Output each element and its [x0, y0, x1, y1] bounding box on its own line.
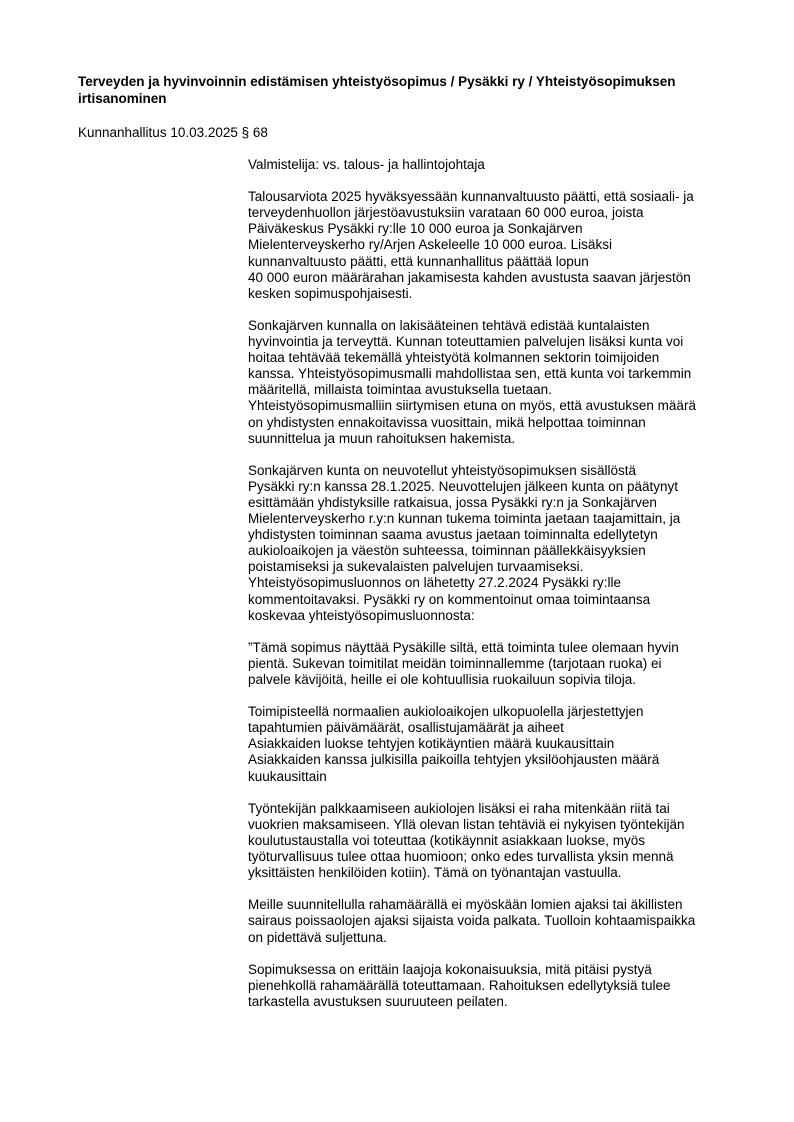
- text-line: esittämään yhdistyksille ratkaisua, jossa Pysäkki ry:n ja Sonkajärven: [248, 494, 657, 510]
- text-line: poistamiseksi ja sukevalaisten palvelujen turvaamiseksi.: [248, 559, 584, 575]
- text-line: Talousarviota 2025 hyväksyessään kunnanvaltuusto päätti, että sosiaali- ja: [248, 189, 694, 205]
- paragraph-reporting-items: [248, 704, 743, 784]
- text-line: Valmistelija: vs. talous- ja hallintojohtaja: [248, 157, 485, 172]
- text-line: terveydenhuollon järjestöavustuksiin varataan 60 000 euroa, joista: [248, 205, 644, 221]
- text-line: ”Tämä sopimus näyttää Pysäkille siltä, että toiminta tulee olemaan hyvin: [248, 639, 679, 655]
- text-line: kunnanvaltuusto päätti, että kunnanhallitus päättää lopun: [248, 253, 589, 269]
- paragraph-budget: [248, 189, 743, 302]
- text-line: Pysäkki ry:n kanssa 28.1.2025. Neuvottelujen jälkeen kunta on päätynyt: [248, 478, 679, 494]
- paragraph-wellbeing: [248, 318, 743, 447]
- document-body: [248, 157, 743, 1026]
- text-line: sairaus poissaolojen ajaksi sijaista voida palkata. Tuolloin kohtaamispaikka: [248, 913, 696, 929]
- text-line: yhdistysten toiminnan saama avustus jaetaan toiminnalta edellytetyn: [248, 527, 658, 543]
- text-line: hyvinvointia ja terveyttä. Kunnan toteuttamien palvelujen lisäksi kunta voi: [248, 334, 684, 350]
- text-line: Asiakkaiden luokse tehtyjen kotikäyntien määrä kuukausittain: [248, 736, 615, 752]
- text-line: tarkastella avustuksen suuruuteen peilaten.: [248, 993, 508, 1009]
- text-line: määritellä, millaista toimintaa avustuksella tuetaan.: [248, 382, 552, 398]
- text-line: pientä. Sukevan toimitilat meidän toiminnallemme (tarjotaan ruoka) ei: [248, 655, 662, 671]
- text-line: pienehkollä rahamäärällä toteuttamaan. Rahoituksen edellytyksiä tulee: [248, 977, 671, 993]
- text-line: työturvallisuus tulee ottaa huomioon; onko edes turvallista yksin mennä: [248, 849, 674, 865]
- paragraph-substitutes: [248, 897, 743, 945]
- text-line: Sonkajärven kunnalla on lakisääteinen tehtävä edistää kuntalaisten: [248, 317, 650, 333]
- text-line: tapahtumien päivämäärät, osallistujamäärät ja aiheet: [248, 720, 564, 736]
- text-line: Sonkajärven kunta on neuvotellut yhteistyösopimuksen sisällöstä: [248, 462, 636, 478]
- text-line: Yhteistyösopimusmalliin siirtymisen etuna on myös, että avustuksen määrä: [248, 398, 696, 414]
- text-line: on yhdistysten ennakoitavissa vuosittain, mikä helpottaa toiminnan: [248, 414, 646, 430]
- text-line: hoitaa tehtävää tekemällä yhteistyötä kolmannen sektorin toimijoiden: [248, 350, 660, 366]
- paragraph-preparer: [248, 157, 743, 173]
- document-title: Terveyden ja hyvinvoinnin edistämisen yhteistyösopimus / Pysäkki ry / Yhteistyösopimuksen irtisanominen: [78, 74, 676, 106]
- text-line: Sopimuksessa on erittäin laajoja kokonaisuuksia, mitä pitäisi pystyä: [248, 961, 652, 977]
- text-line: koulutustaustalla voi toteuttaa (kotikäynnit asiakkaan luokse, myös: [248, 832, 645, 848]
- text-line: 40 000 euron määrärahan jakamisesta kahden avustusta saavan järjestön: [248, 269, 691, 285]
- text-line: Meille suunnitellulla rahamäärällä ei myöskään lomien ajaksi tai äkillisten: [248, 897, 683, 913]
- text-line: palvele kävijöitä, heille ei ole kohtuullisia ruokailuun sopivia tiloja.: [248, 672, 636, 687]
- text-line: suunnittelua ja muun rahoituksen hakemista.: [248, 430, 516, 446]
- text-line: koskevaa yhteistyösopimusluonnosta:: [248, 607, 475, 623]
- meeting-reference: Kunnanhallitus 10.03.2025 § 68: [78, 125, 268, 140]
- text-line: kommentoitavaksi. Pysäkki ry on kommentoinut omaa toimintaansa: [248, 591, 651, 607]
- text-line: yksittäisten henkilöiden kotiin). Tämä on työnantajan vastuulla.: [248, 865, 622, 881]
- text-line: Mielenterveyskerho ry/Arjen Askeleelle 10 000 euroa. Lisäksi: [248, 237, 612, 253]
- paragraph-funding: [248, 962, 743, 1010]
- paragraph-quote-intro: [248, 640, 743, 688]
- text-line: Työntekijän palkkaamiseen aukiolojen lisäksi ei raha mitenkään riitä tai: [248, 800, 670, 816]
- text-line: aukioloaikojen ja väestön suhteessa, toiminnan päällekkäisyyksien: [248, 543, 646, 559]
- text-line: Mielenterveyskerho r.y:n kunnan tukema toiminta jaetaan taajamittain, ja: [248, 511, 681, 527]
- text-line: kanssa. Yhteistyösopimusmalli mahdollistaa sen, että kunta voi tarkemmin: [248, 366, 692, 382]
- text-line: Yhteistyösopimusluonnos on lähetetty 27.2.2024 Pysäkki ry:lle: [248, 575, 621, 591]
- text-line: kesken sopimuspohjaisesti.: [248, 285, 413, 301]
- text-line: Päiväkeskus Pysäkki ry:lle 10 000 euroa ja Sonkajärven: [248, 221, 583, 237]
- text-line: Toimipisteellä normaalien aukioloaikojen ulkopuolella järjestettyjen: [248, 704, 644, 720]
- paragraph-staffing: [248, 801, 743, 881]
- text-line: Asiakkaiden kanssa julkisilla paikoilla tehtyjen yksilöohjausten määrä: [248, 752, 660, 768]
- text-line: vuokrien maksamiseen. Yllä olevan listan tehtäviä ei nykyisen työntekijän: [248, 816, 685, 832]
- text-line: kuukausittain: [248, 768, 327, 784]
- paragraph-negotiations: [248, 463, 743, 624]
- text-line: on pidettävä suljettuna.: [248, 929, 387, 945]
